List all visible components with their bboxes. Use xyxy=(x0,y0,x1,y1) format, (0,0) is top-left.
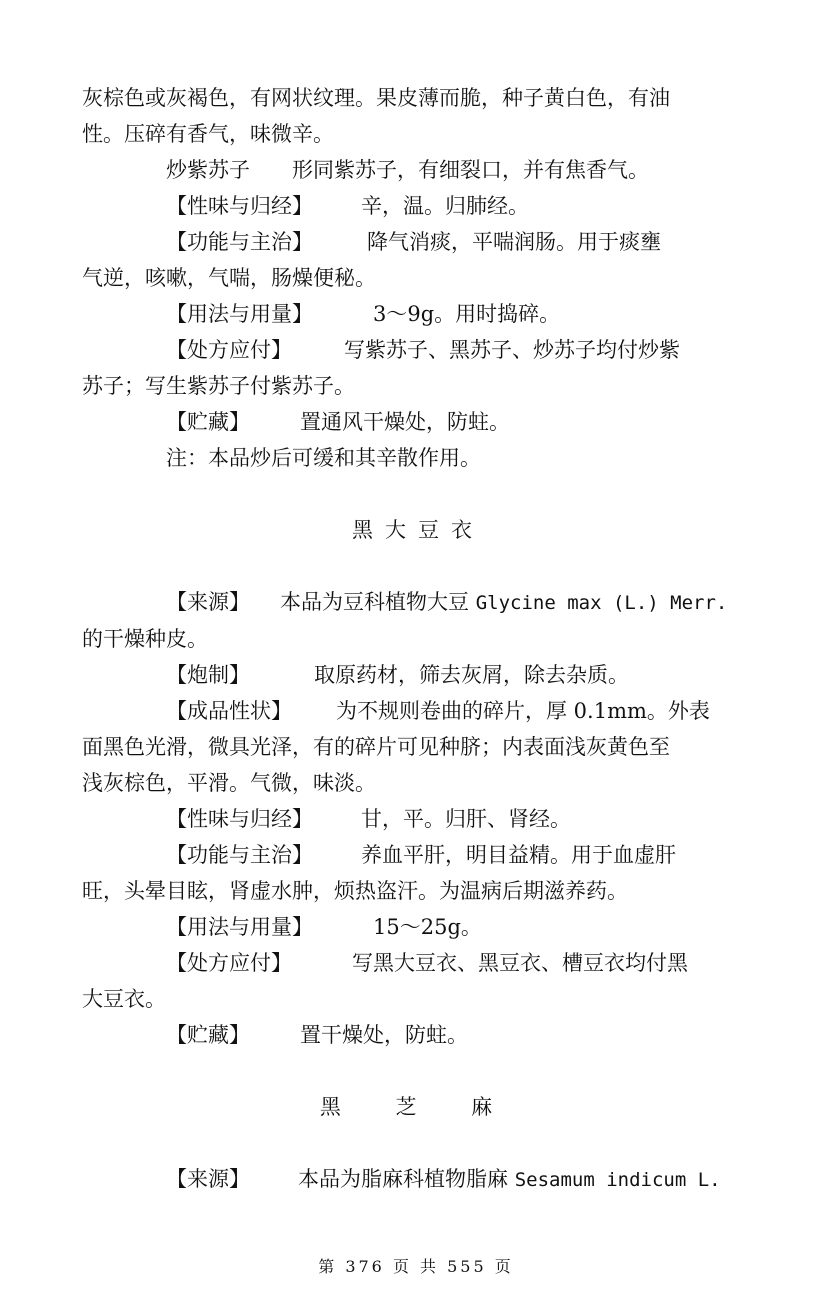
text-line: 浅灰棕色，平滑。气微，味淡。 xyxy=(82,771,376,795)
section-tag: 【贮藏】 xyxy=(166,1023,250,1047)
section-text: 辛，温。归肺经。 xyxy=(361,194,529,218)
text-line: 注：本品炒后可缓和其辛散作用。 xyxy=(166,446,481,470)
section-tag: 【功能与主治】 xyxy=(166,230,313,254)
section-tag: 【性味与归经】 xyxy=(166,194,313,218)
section-tag: 【炮制】 xyxy=(166,663,250,687)
text-line: 旺，头晕目眩，肾虚水肿，烦热盗汗。为温病后期滋养药。 xyxy=(82,879,628,903)
section-text: 本品为豆科植物大豆 xyxy=(280,590,469,614)
entry-title: 黑大豆衣 xyxy=(352,518,484,542)
section-text: 降气消痰，平喘润肠。用于痰壅 xyxy=(367,230,661,254)
text-line: 气逆，咳嗽，气喘，肠燥便秘。 xyxy=(82,266,376,290)
section-text: 为不规则卷曲的碎片，厚 0.1mm。外表 xyxy=(336,699,710,723)
section-tag: 【性味与归经】 xyxy=(166,807,313,831)
section-tag: 【功能与主治】 xyxy=(166,843,313,867)
text-line xyxy=(82,188,754,224)
text-line xyxy=(82,224,754,260)
text-line xyxy=(82,332,754,368)
section-tag: 【贮藏】 xyxy=(166,410,250,434)
text-line xyxy=(82,404,754,440)
section-tag: 【成品性状】 xyxy=(166,699,292,723)
text-line: 的干燥种皮。 xyxy=(82,627,208,651)
section-tag: 【用法与用量】 xyxy=(166,915,313,939)
text-line: 苏子；写生紫苏子付紫苏子。 xyxy=(82,374,355,398)
section-tag: 【来源】 xyxy=(166,1167,250,1191)
text-line xyxy=(82,909,754,945)
text-line xyxy=(82,1161,754,1198)
latin-name: Glycine max (L.) Merr. xyxy=(475,592,728,614)
text-line xyxy=(82,657,754,693)
section-text: 置通风干燥处，防蛀。 xyxy=(300,410,510,434)
section-tag: 【来源】 xyxy=(166,590,250,614)
text-line xyxy=(82,296,754,332)
section-text: 养血平肝，明目益精。用于血虚肝 xyxy=(361,843,676,867)
text-line xyxy=(82,693,754,729)
text-line xyxy=(82,584,754,621)
section-text: 甘，平。归肝、肾经。 xyxy=(361,807,571,831)
text-line xyxy=(82,152,754,188)
text-line: 灰棕色或灰褐色，有网状纹理。果皮薄而脆，种子黄白色，有油 xyxy=(82,86,670,110)
latin-name: Sesamum indicum L. xyxy=(514,1169,721,1191)
text-line: 性。压碎有香气，味微辛。 xyxy=(82,122,334,146)
text-line xyxy=(82,1017,754,1053)
section-text: 15～25g。 xyxy=(373,915,482,939)
section-tag: 【用法与用量】 xyxy=(166,302,313,326)
section-text: 3～9g。用时捣碎。 xyxy=(373,302,561,326)
section-text: 本品为脂麻科植物脂麻 xyxy=(298,1167,508,1191)
section-text: 写紫苏子、黑苏子、炒苏子均付炒紫 xyxy=(344,338,680,362)
term-label: 炒紫苏子 xyxy=(166,158,250,182)
page-footer: 第 376 页 共 555 页 xyxy=(318,1257,514,1276)
section-tag: 【处方应付】 xyxy=(166,951,292,975)
text-line: 面黑色光滑，微具光泽，有的碎片可见种脐；内表面浅灰黄色至 xyxy=(82,735,670,759)
text-line xyxy=(82,945,754,981)
entry-title: 黑 芝 麻 xyxy=(319,1095,517,1119)
document-page xyxy=(82,80,754,1198)
section-text: 写黑大豆衣、黑豆衣、槽豆衣均付黑 xyxy=(352,951,688,975)
text-line: 大豆衣。 xyxy=(82,987,166,1011)
section-text: 置干燥处，防蛀。 xyxy=(300,1023,468,1047)
term-text: 形同紫苏子，有细裂口，并有焦香气。 xyxy=(292,158,649,182)
section-text: 取原药材，筛去灰屑，除去杂质。 xyxy=(314,663,629,687)
section-tag: 【处方应付】 xyxy=(166,338,292,362)
text-line xyxy=(82,837,754,873)
text-line xyxy=(82,801,754,837)
